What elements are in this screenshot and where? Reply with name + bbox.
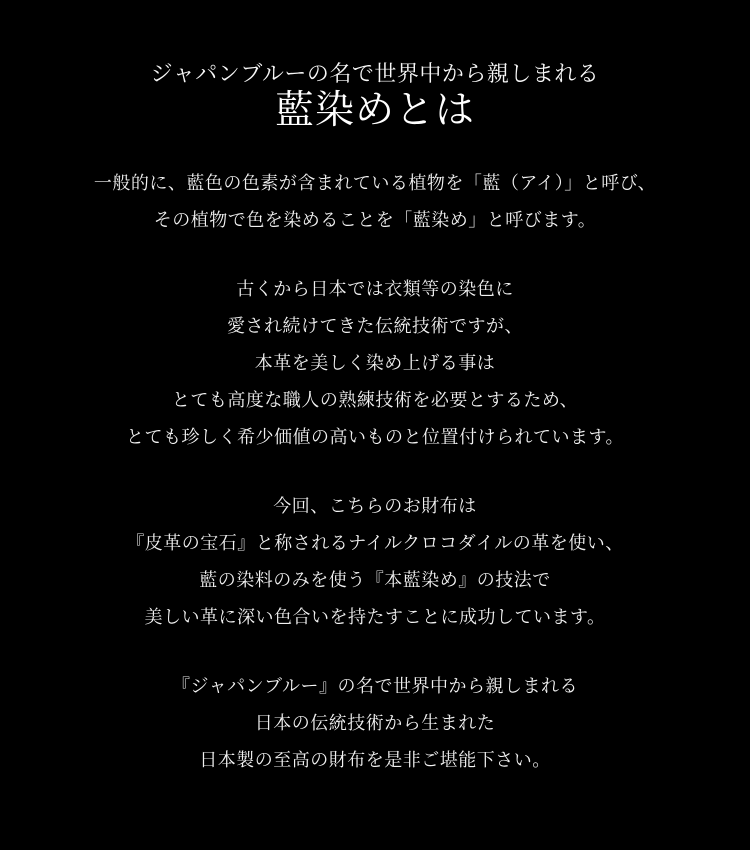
section-title: 藍染めとは bbox=[274, 89, 475, 132]
paragraph-line: 古くから日本では衣類等の染色に bbox=[236, 279, 514, 299]
paragraph-line: 日本の伝統技術から生まれた bbox=[254, 713, 496, 733]
paragraph-line: 今回、こちらのお財布は bbox=[273, 496, 477, 516]
paragraph-line: 藍の染料のみを使う『本藍染め』の技法で bbox=[199, 570, 551, 590]
paragraph-line: 『皮革の宝石』と称されるナイルクロコダイルの革を使い、 bbox=[126, 533, 624, 553]
section-header bbox=[0, 60, 750, 134]
paragraph-product bbox=[0, 488, 750, 636]
paragraph-line: とても高度な職人の熟練技術を必要とするため、 bbox=[171, 390, 579, 410]
paragraph-line: 『ジャパンブルー』の名で世界中から親しまれる bbox=[172, 676, 578, 696]
paragraph-line: 日本製の至高の財布を是非ご堪能下さい。 bbox=[199, 750, 551, 770]
paragraph-line: 愛され続けてきた伝統技術ですが、 bbox=[227, 316, 523, 336]
paragraph-line: 本革を美しく染め上げる事は bbox=[254, 353, 496, 373]
paragraph-line: 美しい革に深い色合いを持たすことに成功しています。 bbox=[144, 607, 606, 627]
paragraph-tradition bbox=[0, 271, 750, 456]
paragraph-line: 一般的に、藍色の色素が含まれている植物を「藍（アイ）」と呼び、 bbox=[93, 173, 657, 193]
paragraph-definition bbox=[0, 165, 750, 239]
section-subtitle: ジャパンブルーの名で世界中から親しまれる bbox=[150, 61, 600, 86]
paragraph-line: その植物で色を染めることを「藍染め」と呼びます。 bbox=[153, 210, 597, 230]
paragraph-line: とても珍しく希少価値の高いものと位置付けられています。 bbox=[125, 427, 625, 447]
paragraph-closing bbox=[0, 668, 750, 779]
